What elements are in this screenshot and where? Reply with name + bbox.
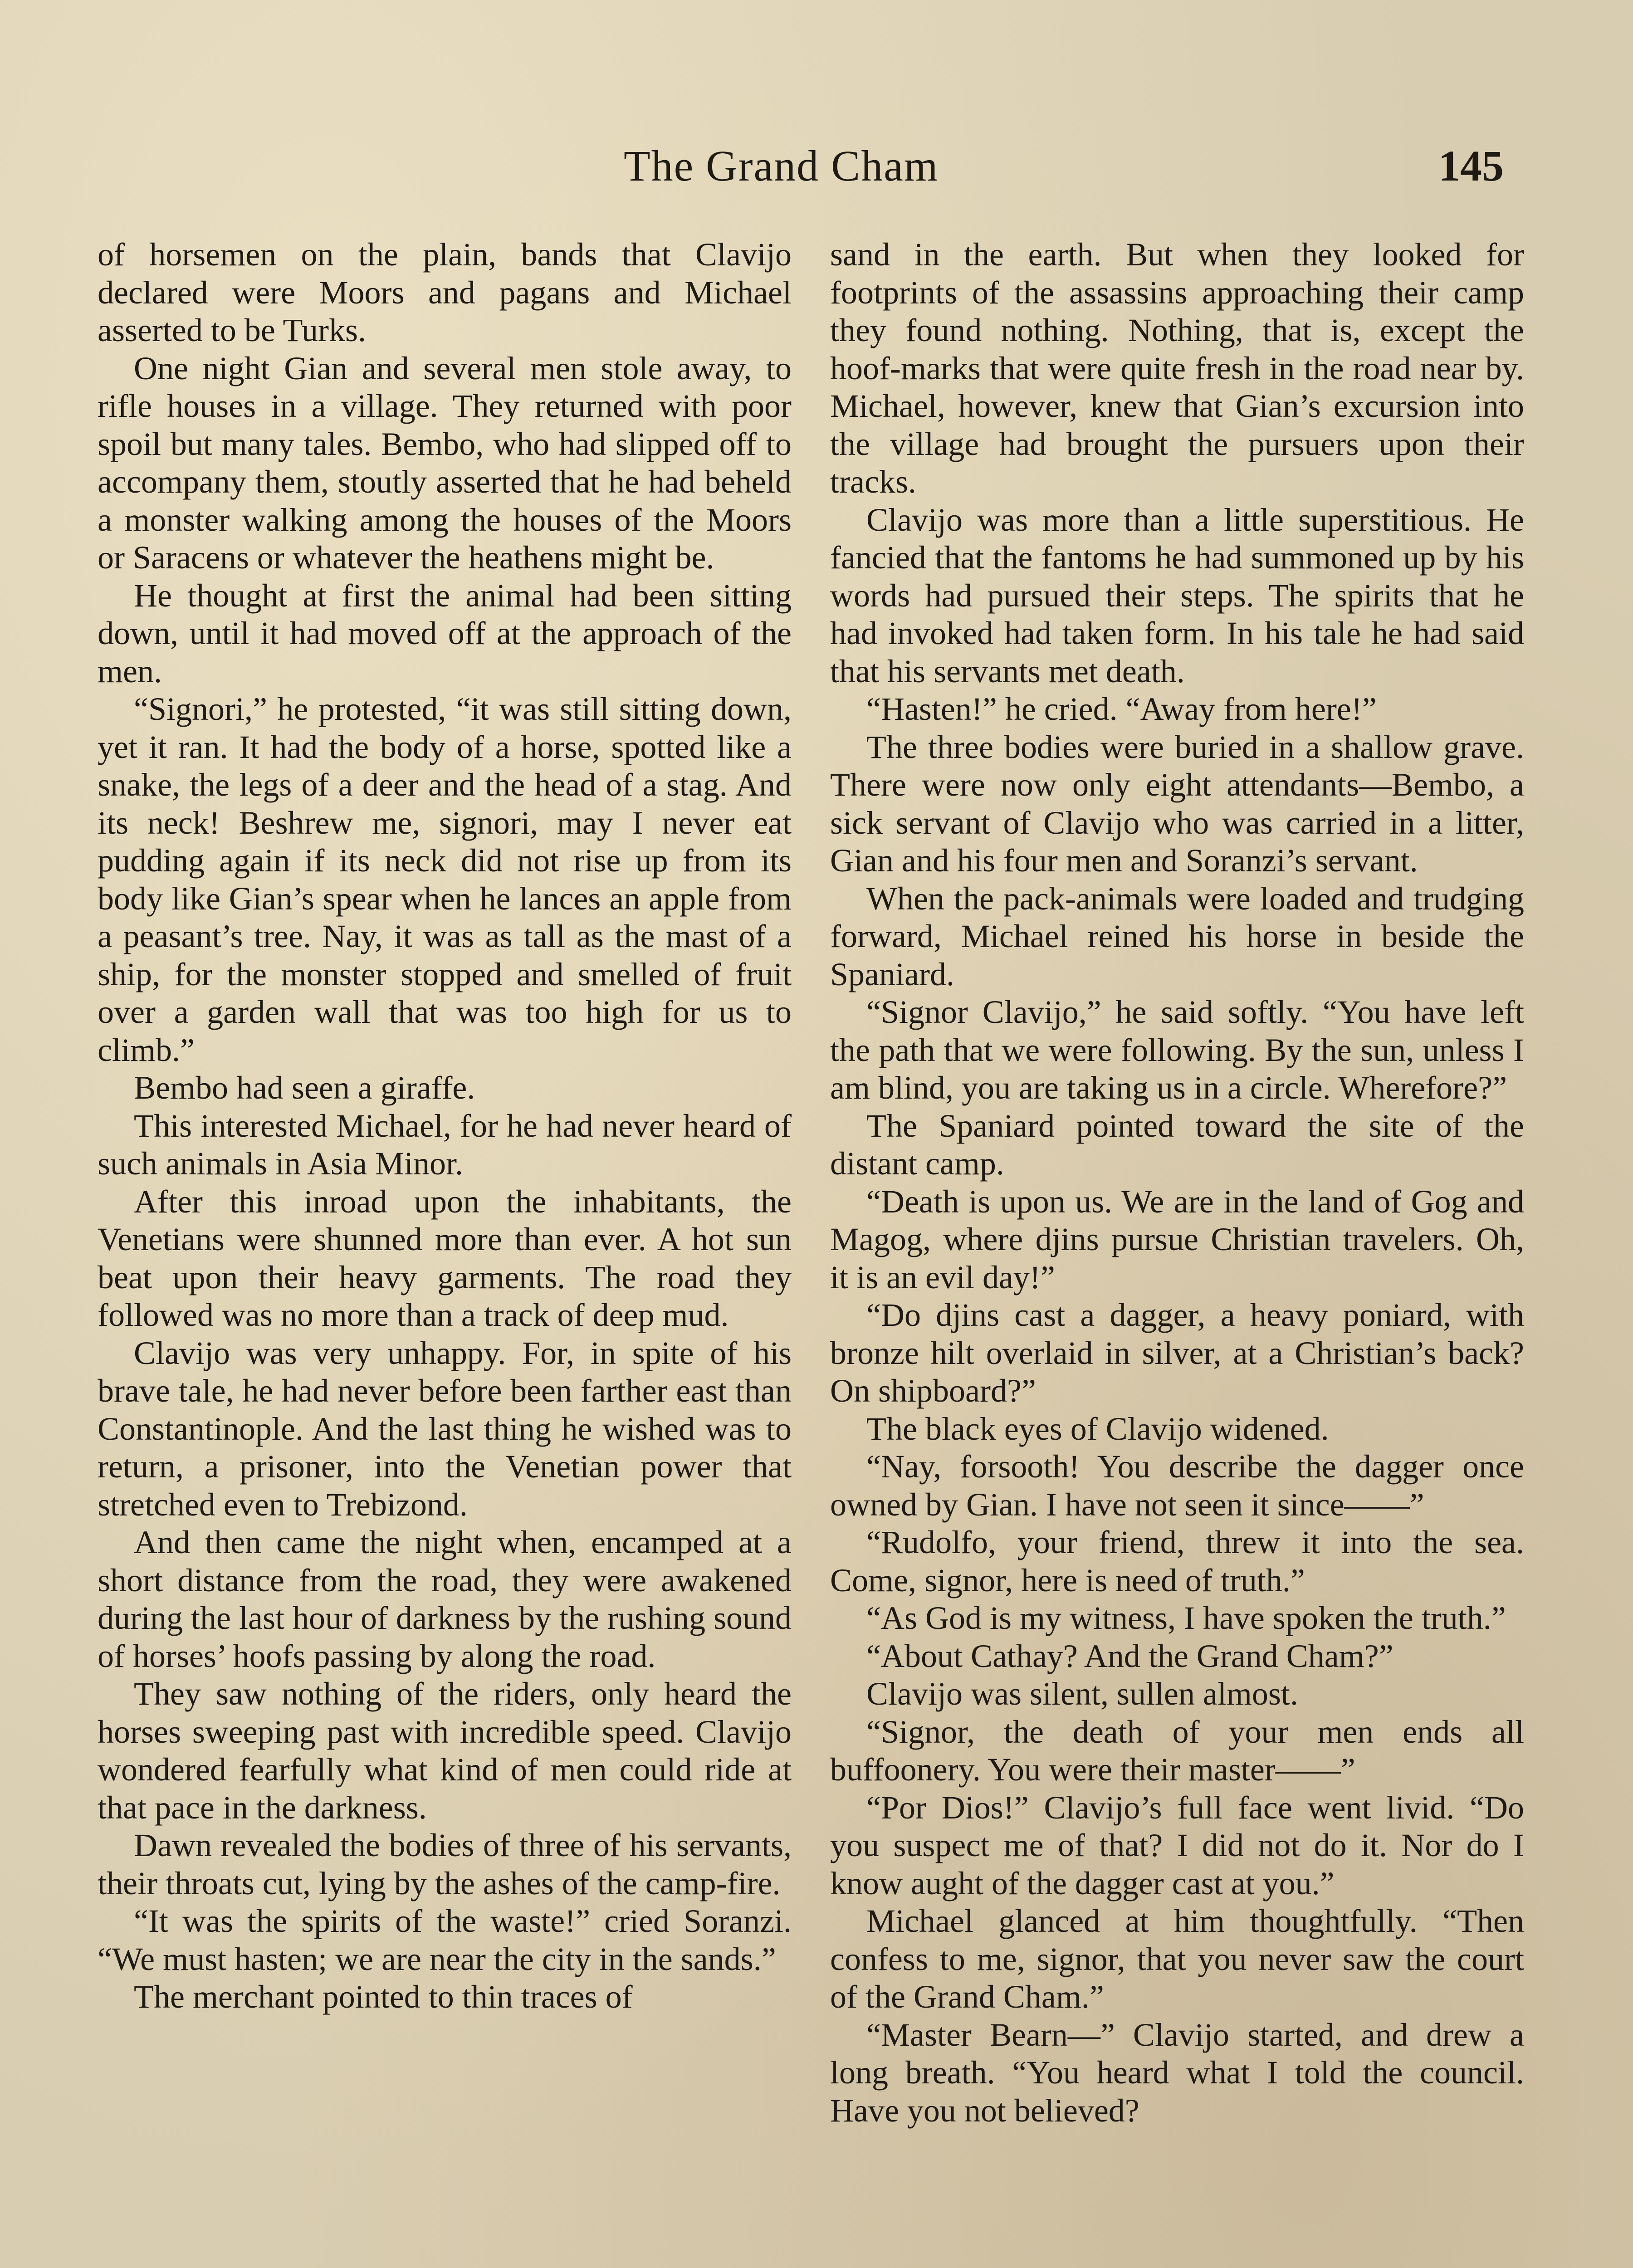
right-text-column (830, 236, 1524, 2130)
paragraph: “As God is my witness, I have spoken the truth.” (866, 1600, 1506, 1636)
paragraph: One night Gian and several men stole away, to rifle houses in a village. They returned with poor spoil but many tales. Bembo, who had slipped off to accompany them, stoutly asserted that he had beheld a monster walking among the houses of the Moors or Saracens or whatever the heathens might be. (98, 350, 792, 576)
paragraph: And then came the night when, encamped at a short distance from the road, they were awakened during the last hour of darkness by the rushing sound of horses’ hoofs passing by along the road. (98, 1524, 792, 1674)
paragraph: “Death is upon us. We are in the land of Gog and Magog, where djins pursue Christian travelers. Oh, it is an evil day!” (830, 1183, 1524, 1295)
paragraph: When the pack-animals were loaded and trudging forward, Michael reined his horse in beside the Spaniard. (830, 880, 1524, 992)
paragraph: This interested Michael, for he had never heard of such animals in Asia Minor. (98, 1107, 792, 1182)
paragraph: The merchant pointed to thin traces of (134, 1979, 633, 2015)
paragraph: “Nay, forsooth! You describe the dagger once owned by Gian. I have not seen it since——” (830, 1448, 1524, 1523)
paragraph: The black eyes of Clavijo widened. (866, 1410, 1329, 1447)
paragraph: After this inroad upon the inhabitants, the Venetians were shunned more than ever. A hot sun beat upon their heavy garments. The road they followed was no more than a track of deep mud. (98, 1183, 792, 1333)
paragraph: “Signor Clavijo,” he said softly. “You have left the path that we were following. By the sun, unless I am blind, you are taking us in a circle. Wherefore?” (830, 994, 1524, 1106)
paragraph: Bembo had seen a giraffe. (134, 1070, 475, 1106)
paragraph: “Rudolfo, your friend, threw it into the sea. Come, signor, here is need of truth.” (830, 1524, 1524, 1598)
paragraph: “Signor, the death of your men ends all buffoonery. You were their master——” (830, 1713, 1524, 1788)
paragraph: They saw nothing of the riders, only heard the horses sweeping past with incredible speed. Clavijo wondered fearfully what kind of men could ride at that pace in the darkness. (98, 1676, 792, 1826)
paragraph: sand in the earth. But when they looked for footprints of the assassins approaching their camp they found nothing. Nothing, that is, except the hoof-marks that were quite fresh in the road near by. Michael, however, knew that Gian’s excursion into the village had brought the pursuers upon their tracks. (830, 236, 1524, 500)
page-number: 145 (1438, 142, 1504, 190)
paragraph: Clavijo was silent, sullen almost. (866, 1676, 1298, 1712)
left-text-column (98, 236, 792, 2016)
page-header (98, 132, 1504, 204)
paragraph: He thought at first the animal had been sitting down, until it had moved off at the approach of the men. (98, 577, 792, 689)
paragraph: “Por Dios!” Clavijo’s full face went livid. “Do you suspect me of that? I did not do it. Nor do I know aught of the dagger cast at you.” (830, 1789, 1524, 1901)
paragraph: Clavijo was very unhappy. For, in spite of his brave tale, he had never before been farther east than Constantinople. And the last thing he wished was to return, a prisoner, into the Venetian power that stretched even to Trebizond. (98, 1334, 792, 1523)
paragraph: Michael glanced at him thoughtfully. “Then confess to me, signor, that you never saw the court of the Grand Cham.” (830, 1903, 1524, 2015)
paragraph: The three bodies were buried in a shallow grave. There were now only eight attendants—Bembo, a sick servant of Clavijo who was carried in a litter, Gian and his four men and Soranzi’s servant. (830, 728, 1524, 879)
paragraph: “Signori,” he protested, “it was still sitting down, yet it ran. It had the body of a horse, spotted like a snake, the legs of a deer and the head of a stag. And its neck! Beshrew me, signori, may I never eat pudding again if its neck did not rise up from its body like Gian’s spear when he lances an apple from a peasant’s tree. Nay, it was as tall as the mast of a ship, for the monster stopped and smelled of fruit over a garden wall that was too high for us to climb.” (98, 691, 792, 1068)
paragraph: “Hasten!” he cried. “Away from here!” (866, 691, 1377, 727)
paragraph: Dawn revealed the bodies of three of his servants, their throats cut, lying by the ashes of the camp-fire. (98, 1827, 792, 1901)
paragraph: “It was the spirits of the waste!” cried Soranzi. “We must hasten; we are near the city in the sands.” (98, 1903, 792, 1977)
paragraph: Clavijo was more than a little superstitious. He fancied that the fantoms he had summoned up by his words had pursued their steps. The spirits that he had invoked had taken form. In his tale he had said that his servants met death. (830, 501, 1524, 689)
paragraph: “About Cathay? And the Grand Cham?” (866, 1637, 1393, 1674)
paragraph: The Spaniard pointed toward the site of the distant camp. (830, 1107, 1524, 1182)
running-title: The Grand Cham (624, 142, 939, 190)
paragraph: “Do djins cast a dagger, a heavy poniard, with bronze hilt overlaid in silver, at a Christian’s back? On shipboard?” (830, 1297, 1524, 1409)
paragraph: of horsemen on the plain, bands that Clavijo declared were Moors and pagans and Michael asserted to be Turks. (98, 236, 792, 348)
paragraph: “Master Bearn—” Clavijo started, and drew a long breath. “You heard what I told the council. Have you not believed? (830, 2016, 1524, 2129)
